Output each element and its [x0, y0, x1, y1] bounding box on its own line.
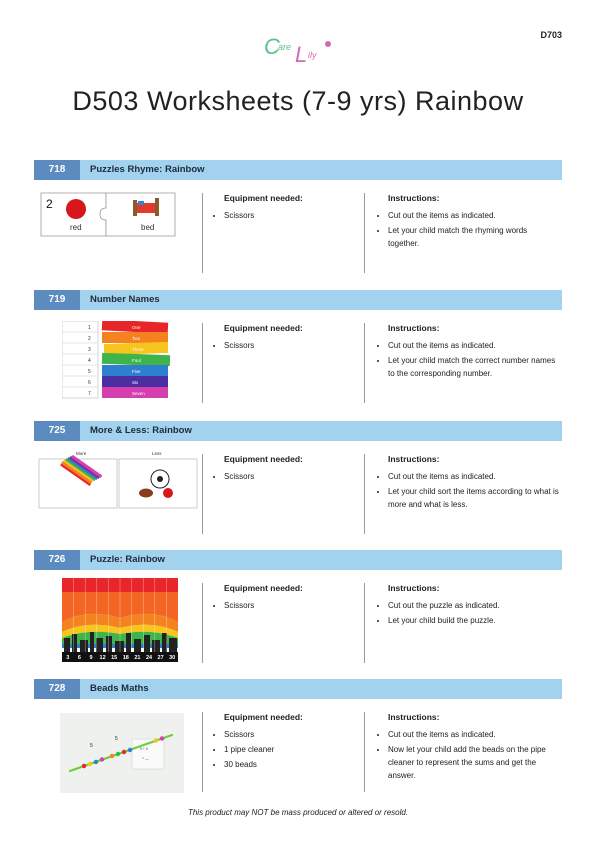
- column-divider: [202, 193, 203, 273]
- svg-text:5: 5: [90, 743, 93, 749]
- instruction-item: • Cut out the items as indicated.: [388, 209, 560, 222]
- instructions-column: [374, 453, 560, 513]
- svg-text:12: 12: [99, 655, 106, 661]
- worksheet-718: [34, 160, 562, 285]
- column-divider: [364, 454, 365, 534]
- worksheet-number: 728: [34, 679, 80, 699]
- rainbow-puzzle-thumbnail: [62, 578, 178, 662]
- instructions-heading: Instructions:: [388, 712, 440, 722]
- worksheet-number: 725: [34, 421, 80, 441]
- section-header: [34, 160, 562, 180]
- instruction-item: • Cut out the items as indicated.: [388, 339, 560, 352]
- svg-text:1: 1: [88, 325, 91, 331]
- instructions-heading: Instructions:: [388, 193, 440, 203]
- equipment-column: [210, 453, 356, 485]
- worksheet-728: [34, 679, 562, 804]
- equipment-heading: Equipment needed:: [224, 323, 303, 333]
- svg-text:5: 5: [115, 736, 118, 742]
- worksheet-name: Puzzles Rhyme: Rainbow: [90, 164, 205, 175]
- equipment-heading: Equipment needed:: [224, 583, 303, 593]
- column-divider: [202, 712, 203, 792]
- svg-text:L: L: [295, 42, 308, 67]
- rhyme-puzzle-thumbnail: [40, 192, 176, 237]
- svg-text:9: 9: [89, 655, 93, 661]
- equipment-item: • 30 beads: [224, 758, 356, 771]
- instructions-heading: Instructions:: [388, 454, 440, 464]
- section-header: [34, 550, 562, 570]
- instruction-item: • Cut out the puzzle as indicated.: [388, 599, 560, 612]
- instruction-item: • Let your child match the correct number names to the corresponding number.: [388, 354, 560, 380]
- equipment-item: • 1 pipe cleaner: [224, 743, 356, 756]
- svg-text:4: 4: [88, 358, 91, 364]
- section-header: [34, 421, 562, 441]
- svg-text:5 + 5: 5 + 5: [140, 747, 148, 751]
- instructions-column: [374, 322, 560, 382]
- svg-text:are: are: [278, 42, 292, 52]
- equipment-item: • Scissors: [224, 728, 356, 741]
- svg-text:7: 7: [88, 391, 91, 397]
- svg-text:One: One: [132, 325, 141, 330]
- instructions-heading: Instructions:: [388, 583, 440, 593]
- instruction-item: • Now let your child add the beads on the pipe cleaner to represent the sums and get the answer.: [388, 743, 560, 782]
- svg-text:C: C: [264, 34, 280, 59]
- equipment-column: [210, 322, 356, 354]
- svg-text:3: 3: [88, 347, 91, 353]
- svg-text:Two: Two: [132, 336, 141, 341]
- svg-text:27: 27: [157, 655, 164, 661]
- worksheet-number: 719: [34, 290, 80, 310]
- column-divider: [364, 583, 365, 663]
- rhyme-word-left: red: [70, 223, 82, 232]
- column-divider: [202, 583, 203, 663]
- svg-text:3: 3: [66, 655, 70, 661]
- worksheet-name: Beads Maths: [90, 683, 149, 694]
- instruction-item: • Let your child sort the items according to what is more and what is less.: [388, 485, 560, 511]
- more-less-thumbnail: [38, 449, 198, 509]
- svg-text:Six: Six: [132, 380, 139, 385]
- svg-text:18: 18: [122, 655, 129, 661]
- page-title: D503 Worksheets (7-9 yrs) Rainbow: [72, 86, 524, 116]
- svg-text:30: 30: [169, 655, 176, 661]
- svg-text:Five: Five: [132, 369, 141, 374]
- instructions-column: [374, 192, 560, 252]
- carelily-logo: [262, 30, 334, 68]
- svg-text:Less: Less: [152, 451, 162, 456]
- instruction-item: • Cut out the items as indicated.: [388, 470, 560, 483]
- equipment-item: • Scissors: [224, 599, 356, 612]
- svg-text:Four: Four: [132, 358, 142, 363]
- worksheet-name: More & Less: Rainbow: [90, 425, 192, 436]
- column-divider: [364, 323, 365, 403]
- column-divider: [364, 712, 365, 792]
- equipment-heading: Equipment needed:: [224, 712, 303, 722]
- instruction-item: • Let your child build the puzzle.: [388, 614, 560, 627]
- equipment-item: • Scissors: [224, 209, 356, 222]
- column-divider: [364, 193, 365, 273]
- equipment-heading: Equipment needed:: [224, 193, 303, 203]
- section-header: [34, 290, 562, 310]
- worksheet-725: [34, 421, 562, 546]
- column-divider: [202, 454, 203, 534]
- beads-maths-thumbnail: [60, 713, 184, 793]
- instructions-heading: Instructions:: [388, 323, 440, 333]
- svg-text:2: 2: [88, 336, 91, 342]
- number-names-thumbnail: [62, 321, 174, 401]
- svg-text:21: 21: [134, 655, 141, 661]
- svg-text:Seven: Seven: [132, 391, 145, 396]
- worksheet-number: 726: [34, 550, 80, 570]
- instructions-column: [374, 582, 560, 629]
- worksheet-719: [34, 290, 562, 415]
- red-ball-icon: [66, 199, 86, 219]
- equipment-heading: Equipment needed:: [224, 454, 303, 464]
- worksheet-number: 718: [34, 160, 80, 180]
- svg-text:24: 24: [145, 655, 153, 661]
- svg-text:15: 15: [111, 655, 118, 661]
- equipment-column: [210, 582, 356, 614]
- worksheet-name: Puzzle: Rainbow: [90, 554, 165, 565]
- svg-text:Three: Three: [132, 347, 144, 352]
- footer-notice: This product may NOT be mass produced or altered or resold.: [187, 808, 409, 817]
- equipment-item: • Scissors: [224, 339, 356, 352]
- svg-text:ily: ily: [308, 50, 317, 60]
- equipment-column: [210, 192, 356, 224]
- svg-text:More: More: [76, 451, 87, 456]
- puzzle-number: 2: [46, 197, 53, 211]
- instruction-item: • Let your child match the rhyming words together.: [388, 224, 560, 250]
- section-header: [34, 679, 562, 699]
- column-divider: [202, 323, 203, 403]
- svg-text:6: 6: [77, 655, 81, 661]
- worksheet-name: Number Names: [90, 294, 160, 305]
- svg-text:6: 6: [88, 380, 91, 386]
- rhyme-word-right: bed: [141, 223, 155, 232]
- worksheet-726: [34, 550, 562, 675]
- equipment-column: [210, 711, 356, 773]
- svg-text:= __: = __: [142, 756, 149, 760]
- document-code: D703: [540, 30, 562, 40]
- instructions-column: [374, 711, 560, 784]
- equipment-item: • Scissors: [224, 470, 356, 483]
- svg-text:5: 5: [88, 369, 91, 375]
- instruction-item: • Cut out the items as indicated.: [388, 728, 560, 741]
